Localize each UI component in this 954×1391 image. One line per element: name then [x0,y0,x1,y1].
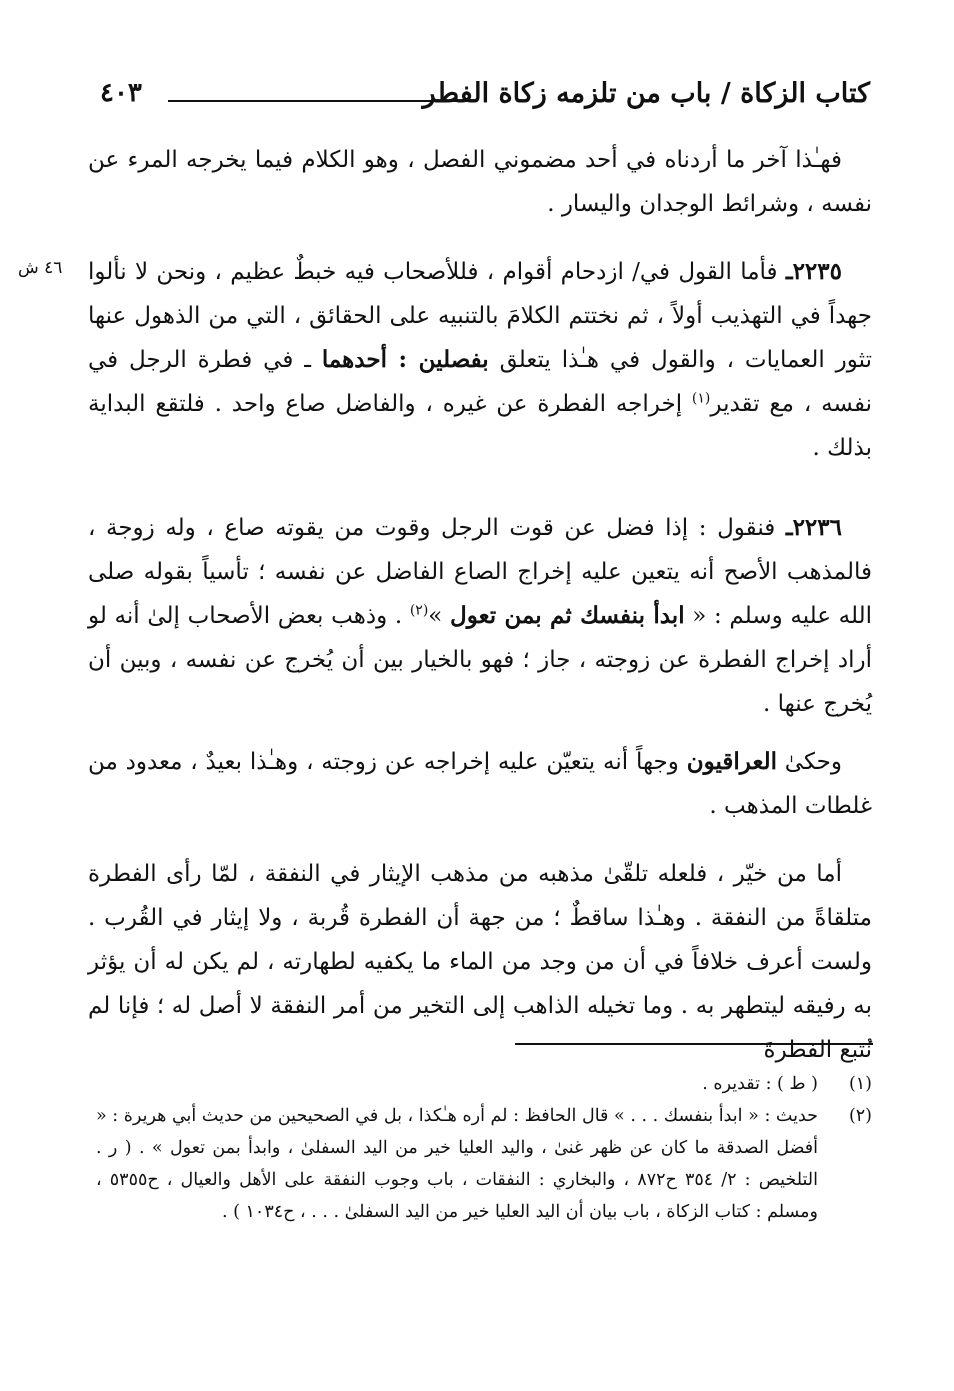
paragraph-4 [88,740,872,828]
footnote-2 [96,1100,872,1228]
paragraph-1: فهـٰذا آخر ما أردناه في أحد مضموني الفصل ، وهو الكلام فيما يخرجه المرء عن نفسه ، وشرائط الوجدان واليسار . [88,147,872,217]
hadith-quote: ابدأ بنفسك ثم بمن تعول [450,602,685,629]
paragraph-text: . وذهب بعض الأصحاب إلىٰ أنه لو أراد إخراج الفطرة عن زوجته ، جاز ؛ فهو بالخيار بين أن يُخرج عن نفسه ، وبين أن يُخرج عنها . [88,603,872,717]
paragraph-2236 [88,506,872,726]
paragraph-number: ٢٢٣٥ـ [785,258,842,285]
footnote-ref-2[interactable]: (٢) [409,602,429,619]
footnotes [96,1068,872,1228]
paragraph-number: ٢٢٣٦ـ [785,514,842,541]
footnote-mark: (٢) [848,1106,872,1126]
paragraph-5: أما من خيّر ، فلعله تلقّىٰ مذهبه من مذهب الإيثار في النفقة ، لمّا رأى الفطرة متلقاةً من النفقة . وهـٰذا ساقطٌ ؛ من جهة أن الفطرة قُربة ، ولا إيثار في القُرب . ولست أعرف خلافاً في أن من وجد من الماء ما يكفيه لطهارته ، لم يكن له أن يؤثر به رفيقه ليتطهر به . وما تخيله الذاهب إلى التخير من أمر النفقة لا أصل له ؛ فإنا لم نُتبع الفطرةَ [88,861,872,1063]
page-header [100,78,870,122]
footnote-separator [515,1043,873,1045]
paragraph-text: » [428,603,451,629]
paragraph-text: فنقول : إذا فضل عن قوت الرجل وقوت من يقوته صاع ، وله زوجة ، فالمذهب الأصح أنه يتعين عليه إخراج الصاع الفاضل عن نفسه ؛ تأسياً بقوله صلى الله عليه وسلم : « [88,515,872,629]
footnote-mark: (١) [848,1074,872,1094]
footnote-1 [96,1068,872,1100]
header-rule [168,100,475,102]
footnote-ref-1[interactable]: (١) [691,390,711,407]
bold-phrase: بفصلين : أحدهما [321,346,489,373]
paragraph-text: فأما القول في/ ازدحام أقوام ، فللأصحاب فيه خبطٌ عظيم ، ونحن لا نألوا جهداً في التهذيب أولاً ، ثم نختتم الكلامَ بالتنبيه على الحقائق ، التي من الذهول عنها تثور العمايات ، والقول في هـٰذا يتعلق [88,259,872,373]
footnote-text: حديث : « ابدأ بنفسك . . . » قال الحافظ : لم أره هـٰكذا ، بل في الصحيحين من حديث أبي هريرة : « أفضل الصدقة ما كان عن ظهر غنىٰ ، واليد العليا خير من اليد السفلىٰ ، وابدأ بمن تعول » . ( ر . التلخيص : ٢/ ٣٥٤ ح٨٧٢ ، والبخاري : النفقات ، باب وجوب النفقة على الأهل والعيال ، ح٥٣٥٥ ، ومسلم : كتاب الزكاة ، باب بيان أن اليد العليا خير من اليد السفلىٰ . . . ، ح١٠٣٤ ) . [96,1106,818,1222]
paragraph-2235 [88,250,872,470]
page-number: ٤٠٣ [100,78,142,108]
paragraph-text: إخراجه الفطرة عن غيره ، والفاضل صاع واحد . فلتقع البداية بذلك . [88,391,872,461]
footnote-text: ( ط ) : تقديره . [702,1074,818,1094]
paragraph-text: وجهاً أنه يتعيّن عليه إخراجه عن زوجته ، وهـٰذا بعيدٌ ، معدود من غلطات المذهب . [88,749,872,819]
running-title: كتاب الزكاة / باب من تلزمه زكاة الفطر [422,78,870,109]
paragraph-text: ـ في فطرة الرجل في نفسه ، مع تقدير [88,347,872,417]
paragraph-text: وحكىٰ [776,749,842,775]
margin-manuscript-ref: ٤٦ ش [18,258,63,278]
bold-phrase: العراقيون [686,748,777,775]
